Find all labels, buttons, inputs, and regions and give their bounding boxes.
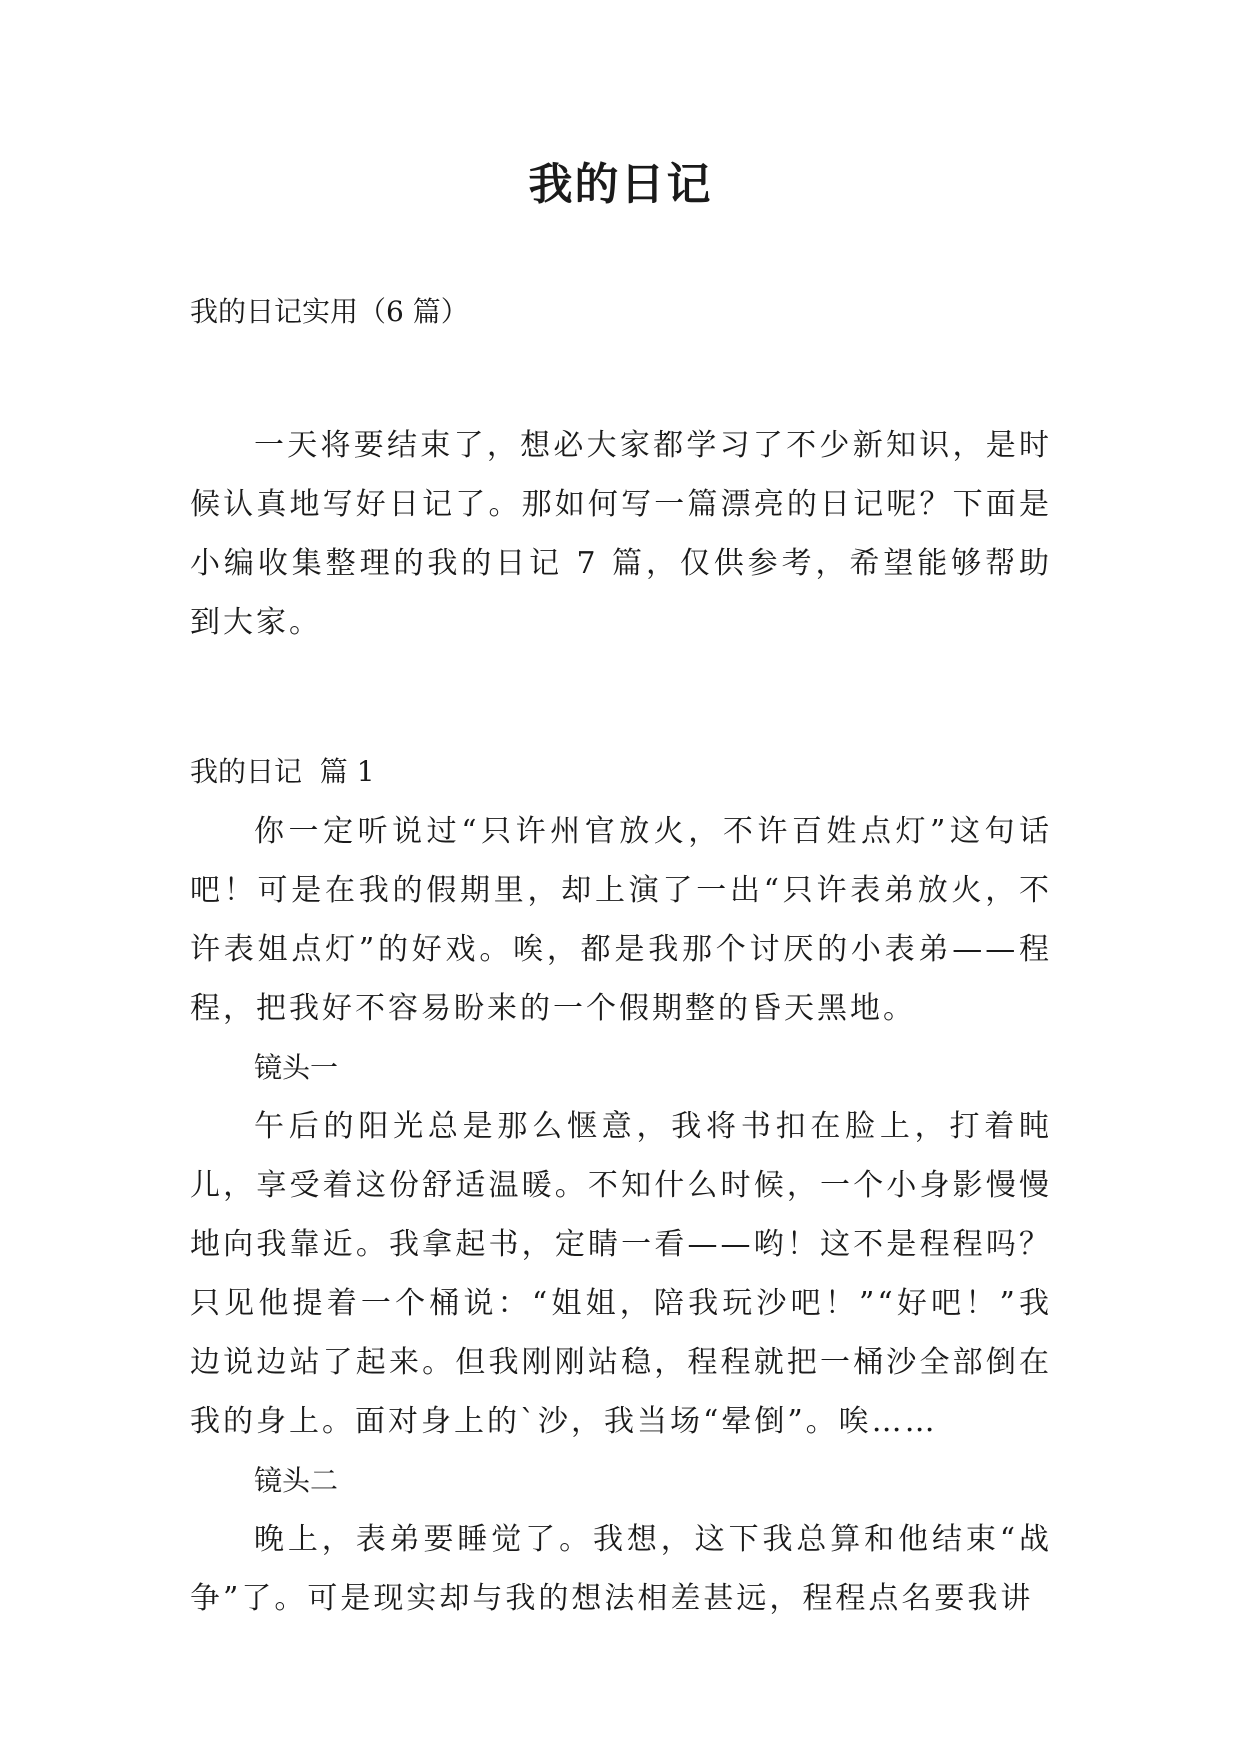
scene-paragraph: 晚上，表弟要睡觉了。我想，这下我总算和他结束“战争”了。可是现实却与我的想法相差甚远，程程点名要我讲 — [190, 1522, 1052, 1616]
section-heading: 我的日记 篇 1 — [190, 755, 375, 788]
scene-label: 镜头一 — [254, 1051, 339, 1084]
intro-paragraph: 一天将要结束了，想必大家都学习了不少新知识，是时候认真地写好日记了。那如何写一篇漂亮的日记呢？下面是小编收集整理的我的日记 7 篇，仅供参考，希望能够帮助到大家。 — [190, 428, 1052, 640]
section-paragraph: 你一定听说过“只许州官放火，不许百姓点灯”这句话吧！可是在我的假期里，却上演了一出“只许表弟放火，不许表姐点灯”的好戏。唉，都是我那个讨厌的小表弟——程程，把我好不容易盼来的一个假期整的昏天黑地。 — [190, 814, 1052, 1026]
document-title: 我的日记 — [528, 159, 713, 210]
document-body — [190, 290, 1052, 1628]
scene-paragraph: 午后的阳光总是那么惬意，我将书扣在脸上，打着盹儿，享受着这份舒适温暖。不知什么时候，一个小身影慢慢地向我靠近。我拿起书，定睛一看——哟！这不是程程吗？只见他提着一个桶说：“姐姐，陪我玩沙吧！”“好吧！”我边说边站了起来。但我刚刚站稳，程程就把一桶沙全部倒在我的身上。面对身上的`沙，我当场“晕倒”。唉…… — [190, 1109, 1052, 1439]
document-subtitle: 我的日记实用（6 篇） — [190, 295, 469, 328]
scene-label: 镜头二 — [254, 1464, 339, 1497]
